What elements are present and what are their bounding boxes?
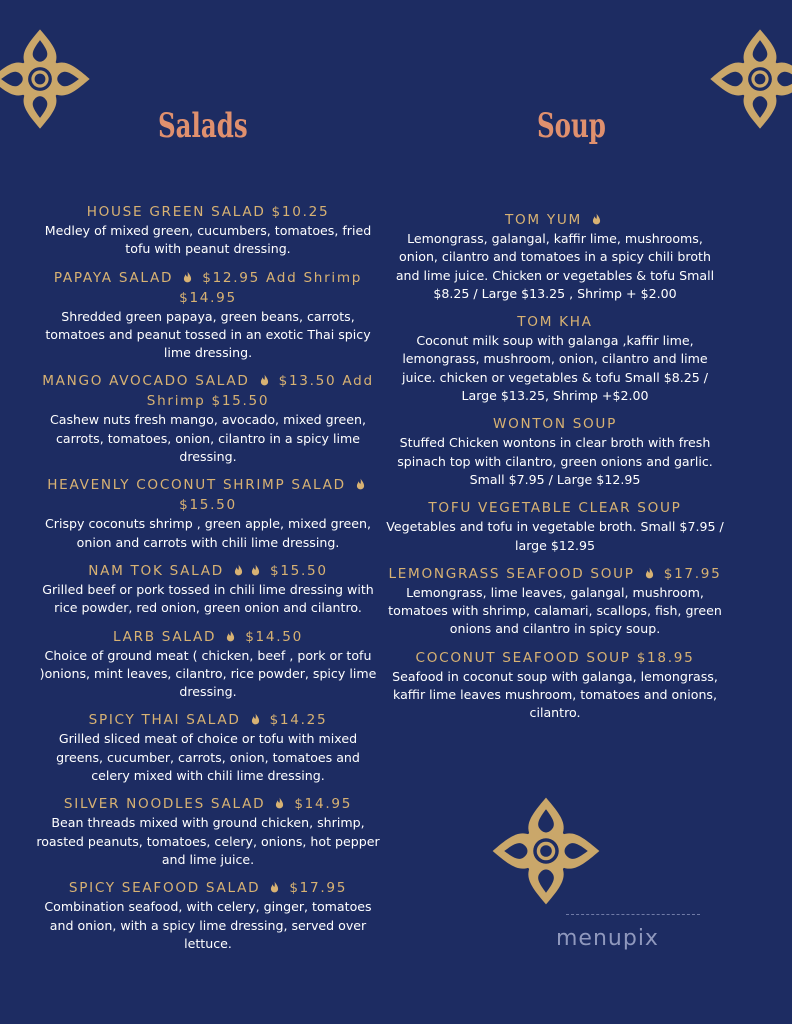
spicy-flame-icon	[260, 374, 269, 386]
menu-item-title	[36, 794, 380, 814]
menu-item-name: TOFU VEGETABLE CLEAR SOUP	[428, 500, 682, 517]
menu-item-title	[386, 648, 724, 668]
menu-item-price: $17.95	[657, 565, 722, 582]
menu-item-name: LARB SALAD	[113, 628, 217, 645]
spicy-flame-icon	[645, 567, 654, 579]
menu-item-description: Cashew nuts fresh mango, avocado, mixed green, carrots, tomatoes, onion, cilantro in a spicy lime dressing.	[49, 412, 367, 465]
menu-item-description: Choice of ground meat ( chicken, beef , pork or tofu )onions, mint leaves, cilantro, rice powder, spicy lime dressing.	[39, 647, 377, 700]
menu-item-description: Combination seafood, with celery, ginger, tomatoes and onion, with a spicy lime dressing, served over lettuce.	[44, 899, 372, 951]
salads-heading: Salads	[158, 106, 248, 146]
menu-item-description: Bean threads mixed with ground chicken, shrimp, roasted peanuts, tomatoes, celery, onions, hot pepper and lime juice.	[36, 815, 380, 867]
menu-item-description: Vegetables and tofu in vegetable broth. Small $7.95 / large $12.95	[386, 519, 724, 553]
menu-item-title	[36, 710, 380, 730]
menu-item-title	[36, 561, 380, 581]
menu-item-price: $12.95 Add Shrimp $14.95	[179, 269, 363, 306]
menu-item-description: Lemongrass, lime leaves, galangal, mushroom, tomatoes with shrimp, calamari, scallops, fish, green onions and cilantro in spicy soup.	[388, 584, 722, 637]
menu-item-price: $15.50	[263, 562, 328, 579]
watermark-divider	[566, 914, 700, 915]
menu-item-description: Lemongrass, galangal, kaffir lime, mushrooms, onion, cilantro and tomatoes in a spicy chili broth and lime juice. Chicken or vegetables & tofu Small $8.25 / Large $13.25 , Shrimp + $2.00	[395, 231, 715, 301]
menu-item-name: HEAVENLY COCONUT SHRIMP SALAD	[47, 477, 346, 494]
spicy-flame-icon	[592, 213, 601, 225]
menu-item-title	[386, 564, 724, 584]
menu-item-name: MANGO AVOCADO SALAD	[42, 373, 250, 390]
menu-item-description: Shredded green papaya, green beans, carrots, tomatoes and peanut tossed in an exotic Thai spicy lime dressing.	[45, 308, 371, 361]
menu-item	[386, 210, 724, 303]
menu-item-description: Medley of mixed green, cucumbers, tomatoes, fried tofu with peanut dressing.	[44, 223, 372, 257]
menu-item-name: TOM YUM	[505, 212, 582, 228]
menu-item-name: SPICY SEAFOOD SALAD	[68, 880, 261, 897]
soups-list	[386, 210, 724, 732]
menu-item-price: $18.95	[636, 649, 695, 666]
menu-item-price: $15.50	[179, 497, 237, 514]
menu-item-title	[386, 210, 724, 230]
menu-item-description: Crispy coconuts shrimp , green apple, mixed green, onion and carrots with chili lime dressing.	[45, 516, 371, 550]
menu-item-description: Seafood in coconut soup with galanga, lemongrass, kaffir lime leaves mushroom, tomatoes and onions, cilantro.	[392, 668, 718, 721]
menu-item-name: WONTON SOUP	[493, 416, 617, 433]
menu-item-title	[36, 202, 380, 222]
spicy-flame-icon	[270, 881, 279, 893]
menu-item-name: COCONUT SEAFOOD SOUP	[415, 649, 631, 666]
menu-item	[36, 794, 380, 869]
soup-heading: Soup	[537, 106, 606, 146]
spicy-flame-icon	[234, 564, 243, 576]
thai-ornament-icon	[0, 20, 94, 138]
menu-item-price: $13.50 Add Shrimp $15.50	[146, 373, 374, 410]
menu-item	[36, 627, 380, 702]
salads-list	[36, 202, 380, 962]
menu-item-name: TOM KHA	[517, 314, 593, 331]
menu-item	[386, 648, 724, 723]
menu-item	[386, 414, 724, 489]
menu-item-price: $14.95	[288, 796, 353, 813]
menu-item-title	[36, 627, 380, 647]
spicy-flame-icon	[251, 713, 260, 725]
menu-item-name: PAPAYA SALAD	[53, 269, 174, 286]
menu-item-title	[386, 414, 724, 434]
menu-item	[386, 498, 724, 555]
menu-item-name: HOUSE GREEN SALAD	[86, 204, 266, 220]
menu-item-title	[36, 268, 380, 308]
menu-item-price: $10.25	[271, 204, 330, 220]
menu-item-description: Grilled sliced meat of choice or tofu with mixed greens, cucumber, carrots, onion, tomatoes and celery mixed with chili lime dressing.	[56, 731, 360, 784]
menu-item-description: Coconut milk soup with galanga ,kaffir lime, lemongrass, mushroom, onion, cilantro and lime juice. chicken or vegetables & tofu Small $8.25 / Large $13.25, Shrimp +$2.00	[401, 333, 709, 404]
spicy-flame-icon	[251, 564, 260, 576]
menu-item-name: SILVER NOODLES SALAD	[63, 796, 266, 813]
menu-item-title	[36, 475, 380, 515]
menu-item-description: Stuffed Chicken wontons in clear broth with fresh spinach top with cilantro, green onions and garlic. Small $7.95 / Large $12.95	[397, 435, 713, 487]
menu-item-name: NAM TOK SALAD	[88, 562, 224, 579]
menu-item	[36, 878, 380, 953]
menu-item-price: $14.25	[263, 712, 328, 729]
thai-ornament-icon	[706, 20, 792, 138]
menu-item-title	[36, 878, 380, 898]
menu-item	[36, 202, 380, 259]
menu-item-name: SPICY THAI SALAD	[88, 712, 241, 729]
menu-item	[36, 268, 380, 363]
menu-item	[36, 371, 380, 466]
menu-item-title	[36, 371, 380, 411]
spicy-flame-icon	[183, 271, 192, 283]
thai-ornament-icon	[488, 792, 604, 910]
menu-item-name: LEMONGRASS SEAFOOD SOUP	[388, 565, 635, 582]
menu-item	[386, 564, 724, 639]
menu-item	[386, 312, 724, 405]
spicy-flame-icon	[226, 630, 235, 642]
menu-item-title	[386, 312, 724, 332]
menu-item	[36, 475, 380, 552]
menu-item-price: $17.95	[283, 880, 348, 897]
menu-item	[36, 710, 380, 785]
menu-item-description: Grilled beef or pork tossed in chili lime dressing with rice powder, red onion, green onion and cilantro.	[42, 581, 374, 616]
spicy-flame-icon	[275, 797, 284, 809]
menu-item	[36, 561, 380, 618]
watermark-logo: menupix	[556, 926, 659, 951]
menu-item-price: $14.50	[239, 628, 303, 645]
menu-item-title	[386, 498, 724, 518]
spicy-flame-icon	[356, 478, 365, 490]
